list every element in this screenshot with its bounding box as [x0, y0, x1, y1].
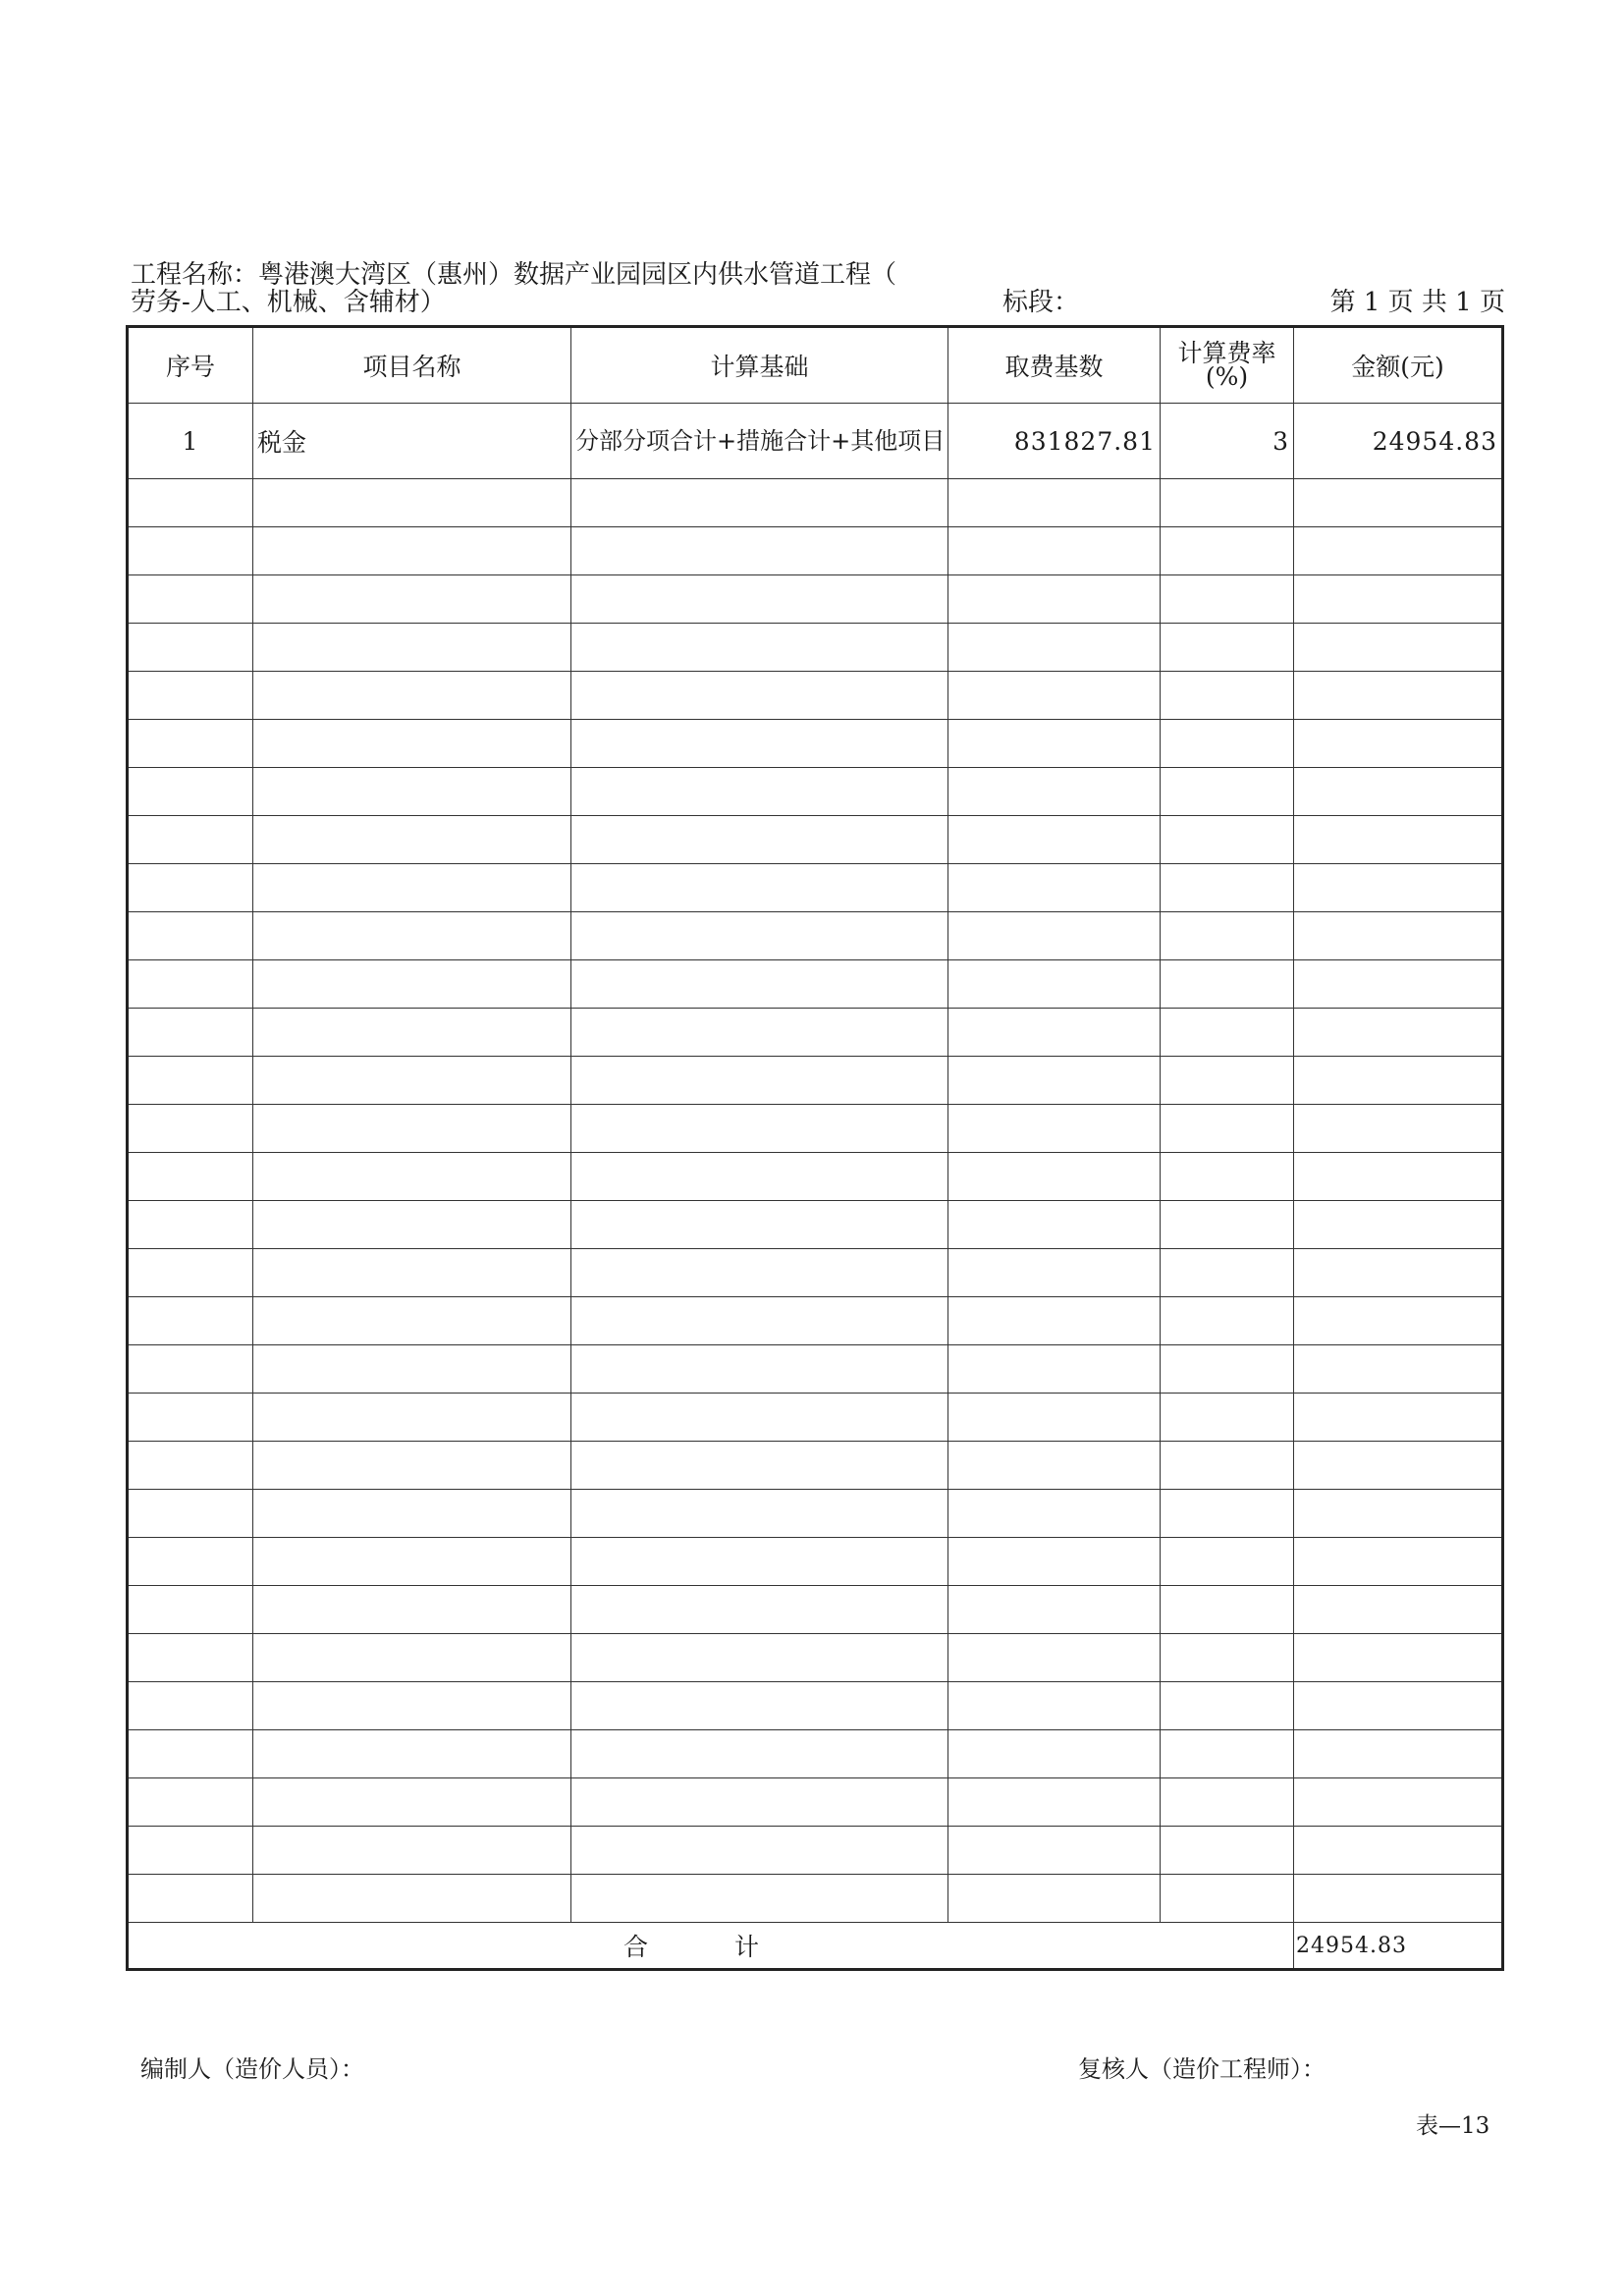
- empty-cell: [128, 1153, 253, 1201]
- empty-cell: [1294, 816, 1503, 864]
- total-row: [128, 1923, 1503, 1970]
- empty-cell: [948, 816, 1161, 864]
- empty-cell: [571, 1634, 948, 1682]
- empty-cell: [948, 672, 1161, 720]
- empty-cell: [253, 1297, 571, 1345]
- empty-cell: [1294, 768, 1503, 816]
- empty-cell: [128, 1442, 253, 1490]
- empty-cell: [128, 1634, 253, 1682]
- empty-cell: [1161, 1778, 1294, 1827]
- empty-cell: [1161, 960, 1294, 1009]
- empty-cell: [1294, 1249, 1503, 1297]
- empty-cell: [948, 768, 1161, 816]
- empty-cell: [1161, 1730, 1294, 1778]
- empty-table-row: [128, 527, 1503, 575]
- col-header-rate-label: 计算费率: [1177, 339, 1276, 367]
- empty-cell: [571, 1586, 948, 1634]
- empty-cell: [1161, 575, 1294, 624]
- col-header-index: 序号: [128, 327, 253, 404]
- empty-cell: [948, 624, 1161, 672]
- empty-table-row: [128, 624, 1503, 672]
- empty-cell: [128, 1538, 253, 1586]
- empty-cell: [948, 1345, 1161, 1394]
- empty-table-row: [128, 1827, 1503, 1875]
- empty-cell: [1161, 672, 1294, 720]
- empty-cell: [253, 1827, 571, 1875]
- empty-cell: [1294, 1875, 1503, 1923]
- empty-cell: [1294, 1394, 1503, 1442]
- empty-cell: [948, 864, 1161, 912]
- empty-table-row: [128, 1105, 1503, 1153]
- empty-cell: [253, 912, 571, 960]
- empty-cell: [948, 1057, 1161, 1105]
- empty-cell: [253, 624, 571, 672]
- empty-cell: [948, 1634, 1161, 1682]
- empty-cell: [571, 1778, 948, 1827]
- table-row: [128, 404, 1503, 479]
- empty-table-row: [128, 1586, 1503, 1634]
- col-header-base-amount: 取费基数: [948, 327, 1161, 404]
- reviewer-label: 复核人（造价工程师）：: [1078, 2055, 1326, 2083]
- empty-cell: [1161, 1634, 1294, 1682]
- project-name-line1: 工程名称：粤港澳大湾区（惠州）数据产业园园区内供水管道工程（: [131, 260, 897, 290]
- empty-cell: [253, 1778, 571, 1827]
- empty-cell: [253, 720, 571, 768]
- col-header-name: 项目名称: [253, 327, 571, 404]
- empty-cell: [128, 1778, 253, 1827]
- empty-cell: [253, 1153, 571, 1201]
- empty-cell: [1161, 1490, 1294, 1538]
- empty-cell: [128, 768, 253, 816]
- empty-cell: [253, 816, 571, 864]
- empty-cell: [948, 960, 1161, 1009]
- empty-table-row: [128, 1297, 1503, 1345]
- empty-cell: [571, 527, 948, 575]
- empty-table-row: [128, 1057, 1503, 1105]
- empty-table-row: [128, 1778, 1503, 1827]
- empty-cell: [571, 1682, 948, 1730]
- empty-cell: [571, 912, 948, 960]
- empty-cell: [948, 1442, 1161, 1490]
- empty-cell: [1294, 864, 1503, 912]
- empty-cell: [948, 527, 1161, 575]
- empty-cell: [253, 1586, 571, 1634]
- empty-cell: [571, 1394, 948, 1442]
- empty-cell: [128, 1057, 253, 1105]
- empty-cell: [948, 1778, 1161, 1827]
- empty-cell: [253, 1730, 571, 1778]
- empty-cell: [128, 720, 253, 768]
- empty-table-row: [128, 1394, 1503, 1442]
- empty-cell: [948, 575, 1161, 624]
- empty-cell: [571, 672, 948, 720]
- empty-cell: [253, 1682, 571, 1730]
- col-header-rate-unit: (%): [1205, 362, 1249, 391]
- cell-base-amount: 831827.81: [948, 404, 1161, 479]
- empty-table-row: [128, 479, 1503, 527]
- empty-cell: [253, 1875, 571, 1923]
- empty-rows: [128, 479, 1503, 1923]
- empty-cell: [253, 575, 571, 624]
- empty-cell: [1294, 1778, 1503, 1827]
- empty-cell: [948, 1827, 1161, 1875]
- empty-cell: [1294, 1634, 1503, 1682]
- empty-cell: [1294, 479, 1503, 527]
- empty-cell: [128, 1875, 253, 1923]
- empty-cell: [948, 1153, 1161, 1201]
- empty-cell: [571, 1153, 948, 1201]
- empty-cell: [571, 720, 948, 768]
- empty-cell: [1161, 1249, 1294, 1297]
- empty-cell: [1161, 527, 1294, 575]
- empty-cell: [1161, 479, 1294, 527]
- empty-cell: [128, 575, 253, 624]
- empty-cell: [1294, 1827, 1503, 1875]
- empty-cell: [253, 1105, 571, 1153]
- project-name-line2: 劳务-人工、机械、含辅材）: [131, 288, 446, 317]
- tax-table-wrapper: [126, 325, 1501, 1971]
- empty-table-row: [128, 1682, 1503, 1730]
- empty-cell: [571, 1875, 948, 1923]
- preparer-label: 编制人（造价人员）：: [140, 2055, 364, 2083]
- empty-cell: [1161, 720, 1294, 768]
- empty-table-row: [128, 1730, 1503, 1778]
- empty-table-row: [128, 1875, 1503, 1923]
- empty-cell: [1161, 912, 1294, 960]
- empty-cell: [571, 1827, 948, 1875]
- empty-cell: [128, 1490, 253, 1538]
- empty-cell: [1294, 624, 1503, 672]
- empty-cell: [948, 1730, 1161, 1778]
- empty-table-row: [128, 864, 1503, 912]
- empty-cell: [253, 960, 571, 1009]
- empty-cell: [128, 1730, 253, 1778]
- cell-rate: 3: [1161, 404, 1294, 479]
- empty-table-row: [128, 768, 1503, 816]
- empty-cell: [1161, 624, 1294, 672]
- empty-cell: [1161, 1153, 1294, 1201]
- empty-cell: [1161, 1682, 1294, 1730]
- empty-cell: [128, 624, 253, 672]
- empty-table-row: [128, 720, 1503, 768]
- empty-cell: [571, 1105, 948, 1153]
- empty-cell: [253, 1634, 571, 1682]
- empty-cell: [571, 1201, 948, 1249]
- empty-cell: [253, 1538, 571, 1586]
- empty-cell: [571, 1057, 948, 1105]
- empty-cell: [1294, 1490, 1503, 1538]
- empty-cell: [1161, 1586, 1294, 1634]
- empty-cell: [571, 1538, 948, 1586]
- empty-table-row: [128, 575, 1503, 624]
- empty-cell: [253, 1057, 571, 1105]
- empty-cell: [571, 864, 948, 912]
- empty-cell: [1294, 1538, 1503, 1586]
- empty-cell: [1161, 1105, 1294, 1153]
- empty-table-row: [128, 672, 1503, 720]
- empty-table-row: [128, 1490, 1503, 1538]
- empty-cell: [128, 960, 253, 1009]
- empty-cell: [1294, 1586, 1503, 1634]
- empty-cell: [1161, 1201, 1294, 1249]
- empty-table-row: [128, 1442, 1503, 1490]
- tax-table: [126, 325, 1504, 1971]
- empty-table-row: [128, 1249, 1503, 1297]
- empty-cell: [571, 816, 948, 864]
- form-number: 表—13: [1416, 2113, 1490, 2139]
- col-header-rate: [1161, 327, 1294, 404]
- empty-cell: [1294, 720, 1503, 768]
- empty-cell: [571, 575, 948, 624]
- empty-table-row: [128, 816, 1503, 864]
- empty-cell: [948, 1875, 1161, 1923]
- empty-cell: [253, 864, 571, 912]
- empty-cell: [128, 479, 253, 527]
- empty-cell: [948, 1682, 1161, 1730]
- empty-table-row: [128, 1153, 1503, 1201]
- empty-cell: [253, 1490, 571, 1538]
- empty-cell: [1294, 527, 1503, 575]
- empty-cell: [253, 1201, 571, 1249]
- empty-cell: [128, 1009, 253, 1057]
- cell-index: 1: [128, 404, 253, 479]
- page-info: 第 1 页 共 1 页: [1329, 288, 1505, 317]
- empty-cell: [253, 768, 571, 816]
- empty-cell: [1294, 1153, 1503, 1201]
- empty-cell: [948, 912, 1161, 960]
- empty-cell: [128, 672, 253, 720]
- empty-cell: [253, 1345, 571, 1394]
- empty-cell: [571, 1490, 948, 1538]
- empty-cell: [128, 1297, 253, 1345]
- empty-cell: [1161, 1538, 1294, 1586]
- empty-cell: [1294, 672, 1503, 720]
- document-header: [131, 261, 1505, 320]
- empty-table-row: [128, 960, 1503, 1009]
- empty-cell: [1161, 1875, 1294, 1923]
- cell-basis: 分部分项合计+措施合计+其他项目: [571, 404, 948, 479]
- empty-cell: [128, 1586, 253, 1634]
- empty-cell: [571, 1730, 948, 1778]
- empty-cell: [1294, 1201, 1503, 1249]
- empty-cell: [253, 1442, 571, 1490]
- total-amount: 24954.83: [1294, 1923, 1503, 1970]
- empty-cell: [948, 1105, 1161, 1153]
- empty-cell: [1294, 1009, 1503, 1057]
- empty-cell: [571, 1009, 948, 1057]
- empty-cell: [1161, 1442, 1294, 1490]
- empty-cell: [948, 720, 1161, 768]
- empty-cell: [1294, 1105, 1503, 1153]
- empty-cell: [1294, 1682, 1503, 1730]
- empty-cell: [128, 912, 253, 960]
- empty-cell: [1161, 1297, 1294, 1345]
- empty-cell: [253, 1009, 571, 1057]
- empty-cell: [1294, 1442, 1503, 1490]
- empty-cell: [1161, 1057, 1294, 1105]
- empty-cell: [128, 1345, 253, 1394]
- empty-cell: [948, 1490, 1161, 1538]
- empty-cell: [571, 960, 948, 1009]
- empty-cell: [128, 1827, 253, 1875]
- empty-cell: [128, 816, 253, 864]
- empty-cell: [571, 624, 948, 672]
- empty-cell: [253, 672, 571, 720]
- empty-cell: [571, 1249, 948, 1297]
- empty-cell: [948, 1201, 1161, 1249]
- empty-cell: [128, 527, 253, 575]
- total-label: 合 计: [128, 1923, 1294, 1970]
- empty-cell: [1294, 912, 1503, 960]
- empty-cell: [128, 1249, 253, 1297]
- empty-table-row: [128, 1201, 1503, 1249]
- empty-cell: [948, 1009, 1161, 1057]
- empty-cell: [1161, 1345, 1294, 1394]
- empty-cell: [948, 1297, 1161, 1345]
- empty-cell: [571, 1345, 948, 1394]
- empty-table-row: [128, 1009, 1503, 1057]
- table-header-row: [128, 327, 1503, 404]
- empty-cell: [1294, 960, 1503, 1009]
- empty-cell: [253, 527, 571, 575]
- empty-cell: [1161, 1827, 1294, 1875]
- section-label: 标段：: [1002, 288, 1080, 317]
- empty-cell: [1294, 1297, 1503, 1345]
- empty-cell: [1294, 1730, 1503, 1778]
- empty-cell: [1161, 816, 1294, 864]
- empty-cell: [1161, 1009, 1294, 1057]
- col-header-amount: 金额(元): [1294, 327, 1503, 404]
- empty-cell: [1161, 768, 1294, 816]
- cell-name: 税金: [253, 404, 571, 479]
- empty-cell: [571, 1297, 948, 1345]
- empty-cell: [571, 1442, 948, 1490]
- cell-amount: 24954.83: [1294, 404, 1503, 479]
- empty-cell: [571, 479, 948, 527]
- empty-cell: [128, 864, 253, 912]
- empty-cell: [128, 1682, 253, 1730]
- empty-table-row: [128, 1538, 1503, 1586]
- table-body: [128, 404, 1503, 479]
- empty-cell: [253, 1249, 571, 1297]
- empty-cell: [1161, 864, 1294, 912]
- empty-cell: [1294, 575, 1503, 624]
- empty-cell: [948, 1249, 1161, 1297]
- empty-table-row: [128, 912, 1503, 960]
- empty-table-row: [128, 1634, 1503, 1682]
- empty-cell: [128, 1201, 253, 1249]
- empty-cell: [571, 768, 948, 816]
- empty-cell: [1294, 1057, 1503, 1105]
- col-header-basis: 计算基础: [571, 327, 948, 404]
- empty-cell: [1294, 1345, 1503, 1394]
- empty-cell: [253, 479, 571, 527]
- empty-cell: [128, 1105, 253, 1153]
- empty-table-row: [128, 1345, 1503, 1394]
- empty-cell: [128, 1394, 253, 1442]
- empty-cell: [948, 1538, 1161, 1586]
- empty-cell: [253, 1394, 571, 1442]
- empty-cell: [1161, 1394, 1294, 1442]
- empty-cell: [948, 1394, 1161, 1442]
- empty-cell: [948, 1586, 1161, 1634]
- empty-cell: [948, 479, 1161, 527]
